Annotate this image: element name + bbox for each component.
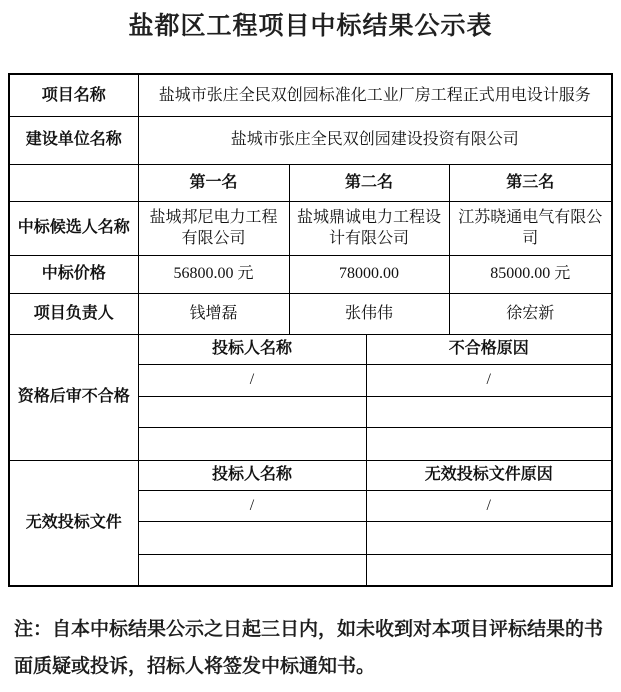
row-invalid-bid-header <box>9 460 612 490</box>
row-qualification-fail-header <box>9 334 612 364</box>
invalid-reason-cell <box>366 554 612 586</box>
qualification-fail-reason-header: 不合格原因 <box>366 334 612 364</box>
row-rank-headers <box>9 164 612 201</box>
project-manager-2: 张伟伟 <box>289 293 449 334</box>
invalid-reason-cell: / <box>366 490 612 521</box>
footer-note: 注：自本中标结果公示之日起三日内，如未收到对本项目评标结果的书面质疑或投诉，招标人将签发中标通知书。 <box>14 619 604 677</box>
construction-unit-value: 盐城市张庄全民双创园建设投资有限公司 <box>138 116 612 164</box>
bid-price-3: 85000.00 元 <box>449 255 612 293</box>
qualification-reason-cell <box>366 396 612 427</box>
bid-results-table <box>8 73 613 587</box>
rank-header-2: 第二名 <box>289 164 449 201</box>
rank-header-1: 第一名 <box>138 164 289 201</box>
bid-price-2: 78000.00 <box>289 255 449 293</box>
project-manager-3: 徐宏新 <box>449 293 612 334</box>
candidates-label: 中标候选人名称 <box>9 201 138 255</box>
page-title: 盐都区工程项目中标结果公示表 <box>128 13 493 40</box>
invalid-bidder-name-header: 投标人名称 <box>138 460 366 490</box>
row-project-manager <box>9 293 612 334</box>
project-manager-1: 钱增磊 <box>138 293 289 334</box>
qualification-bidder-cell: / <box>138 364 366 396</box>
invalid-bidder-cell <box>138 521 366 554</box>
project-manager-label: 项目负责人 <box>9 293 138 334</box>
qualification-bidder-name-header: 投标人名称 <box>138 334 366 364</box>
candidate-name-1: 盐城邦尼电力工程有限公司 <box>138 201 289 255</box>
empty-cell <box>9 164 138 201</box>
row-bid-price <box>9 255 612 293</box>
bid-price-label: 中标价格 <box>9 255 138 293</box>
qualification-bidder-cell <box>138 396 366 427</box>
invalid-reason-cell <box>366 521 612 554</box>
qualification-reason-cell <box>366 427 612 460</box>
candidate-name-3: 江苏晓通电气有限公司 <box>449 201 612 255</box>
row-project-name <box>9 74 612 116</box>
invalid-bidder-cell: / <box>138 490 366 521</box>
row-construction-unit <box>9 116 612 164</box>
qualification-fail-label: 资格后审不合格 <box>9 334 138 460</box>
invalid-bid-reason-header: 无效投标文件原因 <box>366 460 612 490</box>
project-name-value: 盐城市张庄全民双创园标准化工业厂房工程正式用电设计服务 <box>138 74 612 116</box>
project-name-label: 项目名称 <box>9 74 138 116</box>
qualification-bidder-cell <box>138 427 366 460</box>
bid-price-1: 56800.00 元 <box>138 255 289 293</box>
invalid-bid-label: 无效投标文件 <box>9 460 138 586</box>
row-candidates <box>9 201 612 255</box>
construction-unit-label: 建设单位名称 <box>9 116 138 164</box>
candidate-name-2: 盐城鼎诚电力工程设计有限公司 <box>289 201 449 255</box>
rank-header-3: 第三名 <box>449 164 612 201</box>
invalid-bidder-cell <box>138 554 366 586</box>
qualification-reason-cell: / <box>366 364 612 396</box>
